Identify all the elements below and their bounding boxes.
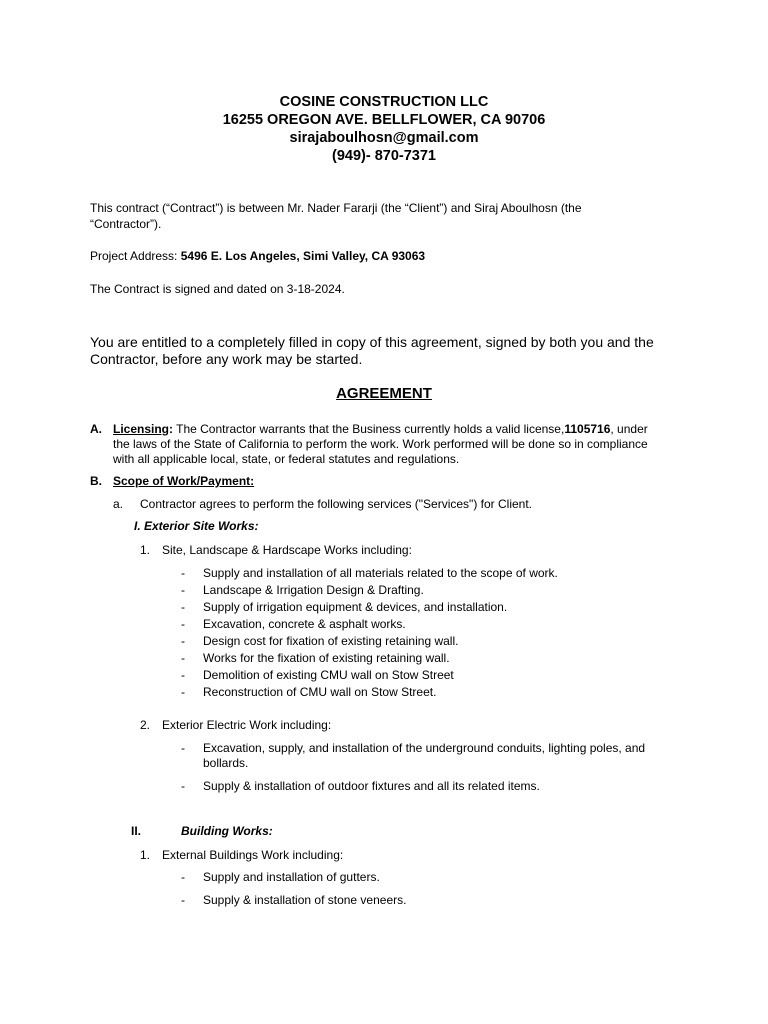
item-3-marker: 1. xyxy=(140,848,151,862)
list-dash: - xyxy=(181,668,185,682)
list-dash: - xyxy=(181,779,185,793)
list-dash: - xyxy=(181,583,185,597)
list-item: Landscape & Irrigation Design & Drafting. xyxy=(203,583,424,597)
item-2-title: Exterior Electric Work including: xyxy=(162,718,332,732)
list-dash: - xyxy=(181,741,185,755)
section-b-title: Scope of Work/Payment: xyxy=(113,474,255,488)
entitled-line-2: Contractor, before any work may be started. xyxy=(90,351,363,367)
list-item: Supply and installation of all materials related to the scope of work. xyxy=(203,566,558,580)
list-item: Works for the fixation of existing retaining wall. xyxy=(203,651,450,665)
list-dash: - xyxy=(181,893,185,907)
list-dash: - xyxy=(181,870,185,884)
list-item: Demolition of existing CMU wall on Stow Street xyxy=(203,668,454,682)
list-item: Supply and installation of gutters. xyxy=(203,870,380,884)
license-number: 1105716 xyxy=(564,422,611,436)
part-1-title: I. Exterior Site Works: xyxy=(134,519,259,533)
list-dash: - xyxy=(181,634,185,648)
section-b-marker: B. xyxy=(90,474,102,488)
section-a-text-after: , under xyxy=(610,422,648,436)
section-a-marker: A. xyxy=(90,422,102,436)
list-dash: - xyxy=(181,685,185,699)
list-item: Supply & installation of stone veneers. xyxy=(203,893,407,907)
section-a-colon: : xyxy=(169,422,174,436)
intro-line-2: “Contractor”). xyxy=(90,217,162,231)
signed-date: The Contract is signed and dated on 3-18-2024. xyxy=(90,282,345,296)
section-a-title: Licensing xyxy=(113,422,170,436)
section-a-text: The Contractor warrants that the Business currently holds a valid license, xyxy=(173,422,565,436)
list-item: Design cost for fixation of existing retaining wall. xyxy=(203,634,459,648)
item-1-marker: 1. xyxy=(140,543,151,557)
item-1-title: Site, Landscape & Hardscape Works including: xyxy=(162,543,412,557)
sub-a-text: Contractor agrees to perform the following services ("Services") for Client. xyxy=(140,497,532,511)
section-a-line-2: the laws of the State of California to perform the work. Work performed will be done so in compliance xyxy=(113,437,648,451)
part-2-title: Building Works: xyxy=(181,824,273,838)
project-address-value: 5496 E. Los Angeles, Simi Valley, CA 93063 xyxy=(180,249,426,263)
project-address xyxy=(90,249,425,264)
list-item-continued: bollards. xyxy=(203,756,249,770)
list-item: Supply & installation of outdoor fixtures and all its related items. xyxy=(203,779,540,793)
item-2-marker: 2. xyxy=(140,718,151,732)
company-email: sirajaboulhosn@gmail.com xyxy=(289,130,479,146)
list-dash: - xyxy=(181,566,185,580)
company-address: 16255 OREGON AVE. BELLFLOWER, CA 90706 xyxy=(222,112,546,128)
list-dash: - xyxy=(181,600,185,614)
list-item: Excavation, concrete & asphalt works. xyxy=(203,617,406,631)
intro-line-1: This contract (“Contract”) is between Mr. Nader Fararji (the “Client”) and Siraj Aboulhosn (the xyxy=(90,201,582,215)
entitled-line-1: You are entitled to a completely filled in copy of this agreement, signed by both you and the xyxy=(90,334,654,350)
list-dash: - xyxy=(181,651,185,665)
list-item: Reconstruction of CMU wall on Stow Street. xyxy=(203,685,437,699)
section-a-line-1 xyxy=(113,422,648,437)
list-item: Supply of irrigation equipment & devices, and installation. xyxy=(203,600,508,614)
sub-a-marker: a. xyxy=(113,497,124,511)
list-item: Excavation, supply, and installation of the underground conduits, lighting poles, and xyxy=(203,741,646,755)
project-address-label: Project Address: xyxy=(90,249,181,263)
section-a-line-3: with all applicable local, state, or federal statutes and regulations. xyxy=(113,452,460,466)
agreement-title: AGREEMENT xyxy=(336,385,432,402)
item-3-title: External Buildings Work including: xyxy=(162,848,344,862)
company-name: COSINE CONSTRUCTION LLC xyxy=(279,94,489,110)
company-phone: (949)- 870-7371 xyxy=(332,148,436,164)
list-dash: - xyxy=(181,617,185,631)
part-2-marker: II. xyxy=(131,824,142,838)
